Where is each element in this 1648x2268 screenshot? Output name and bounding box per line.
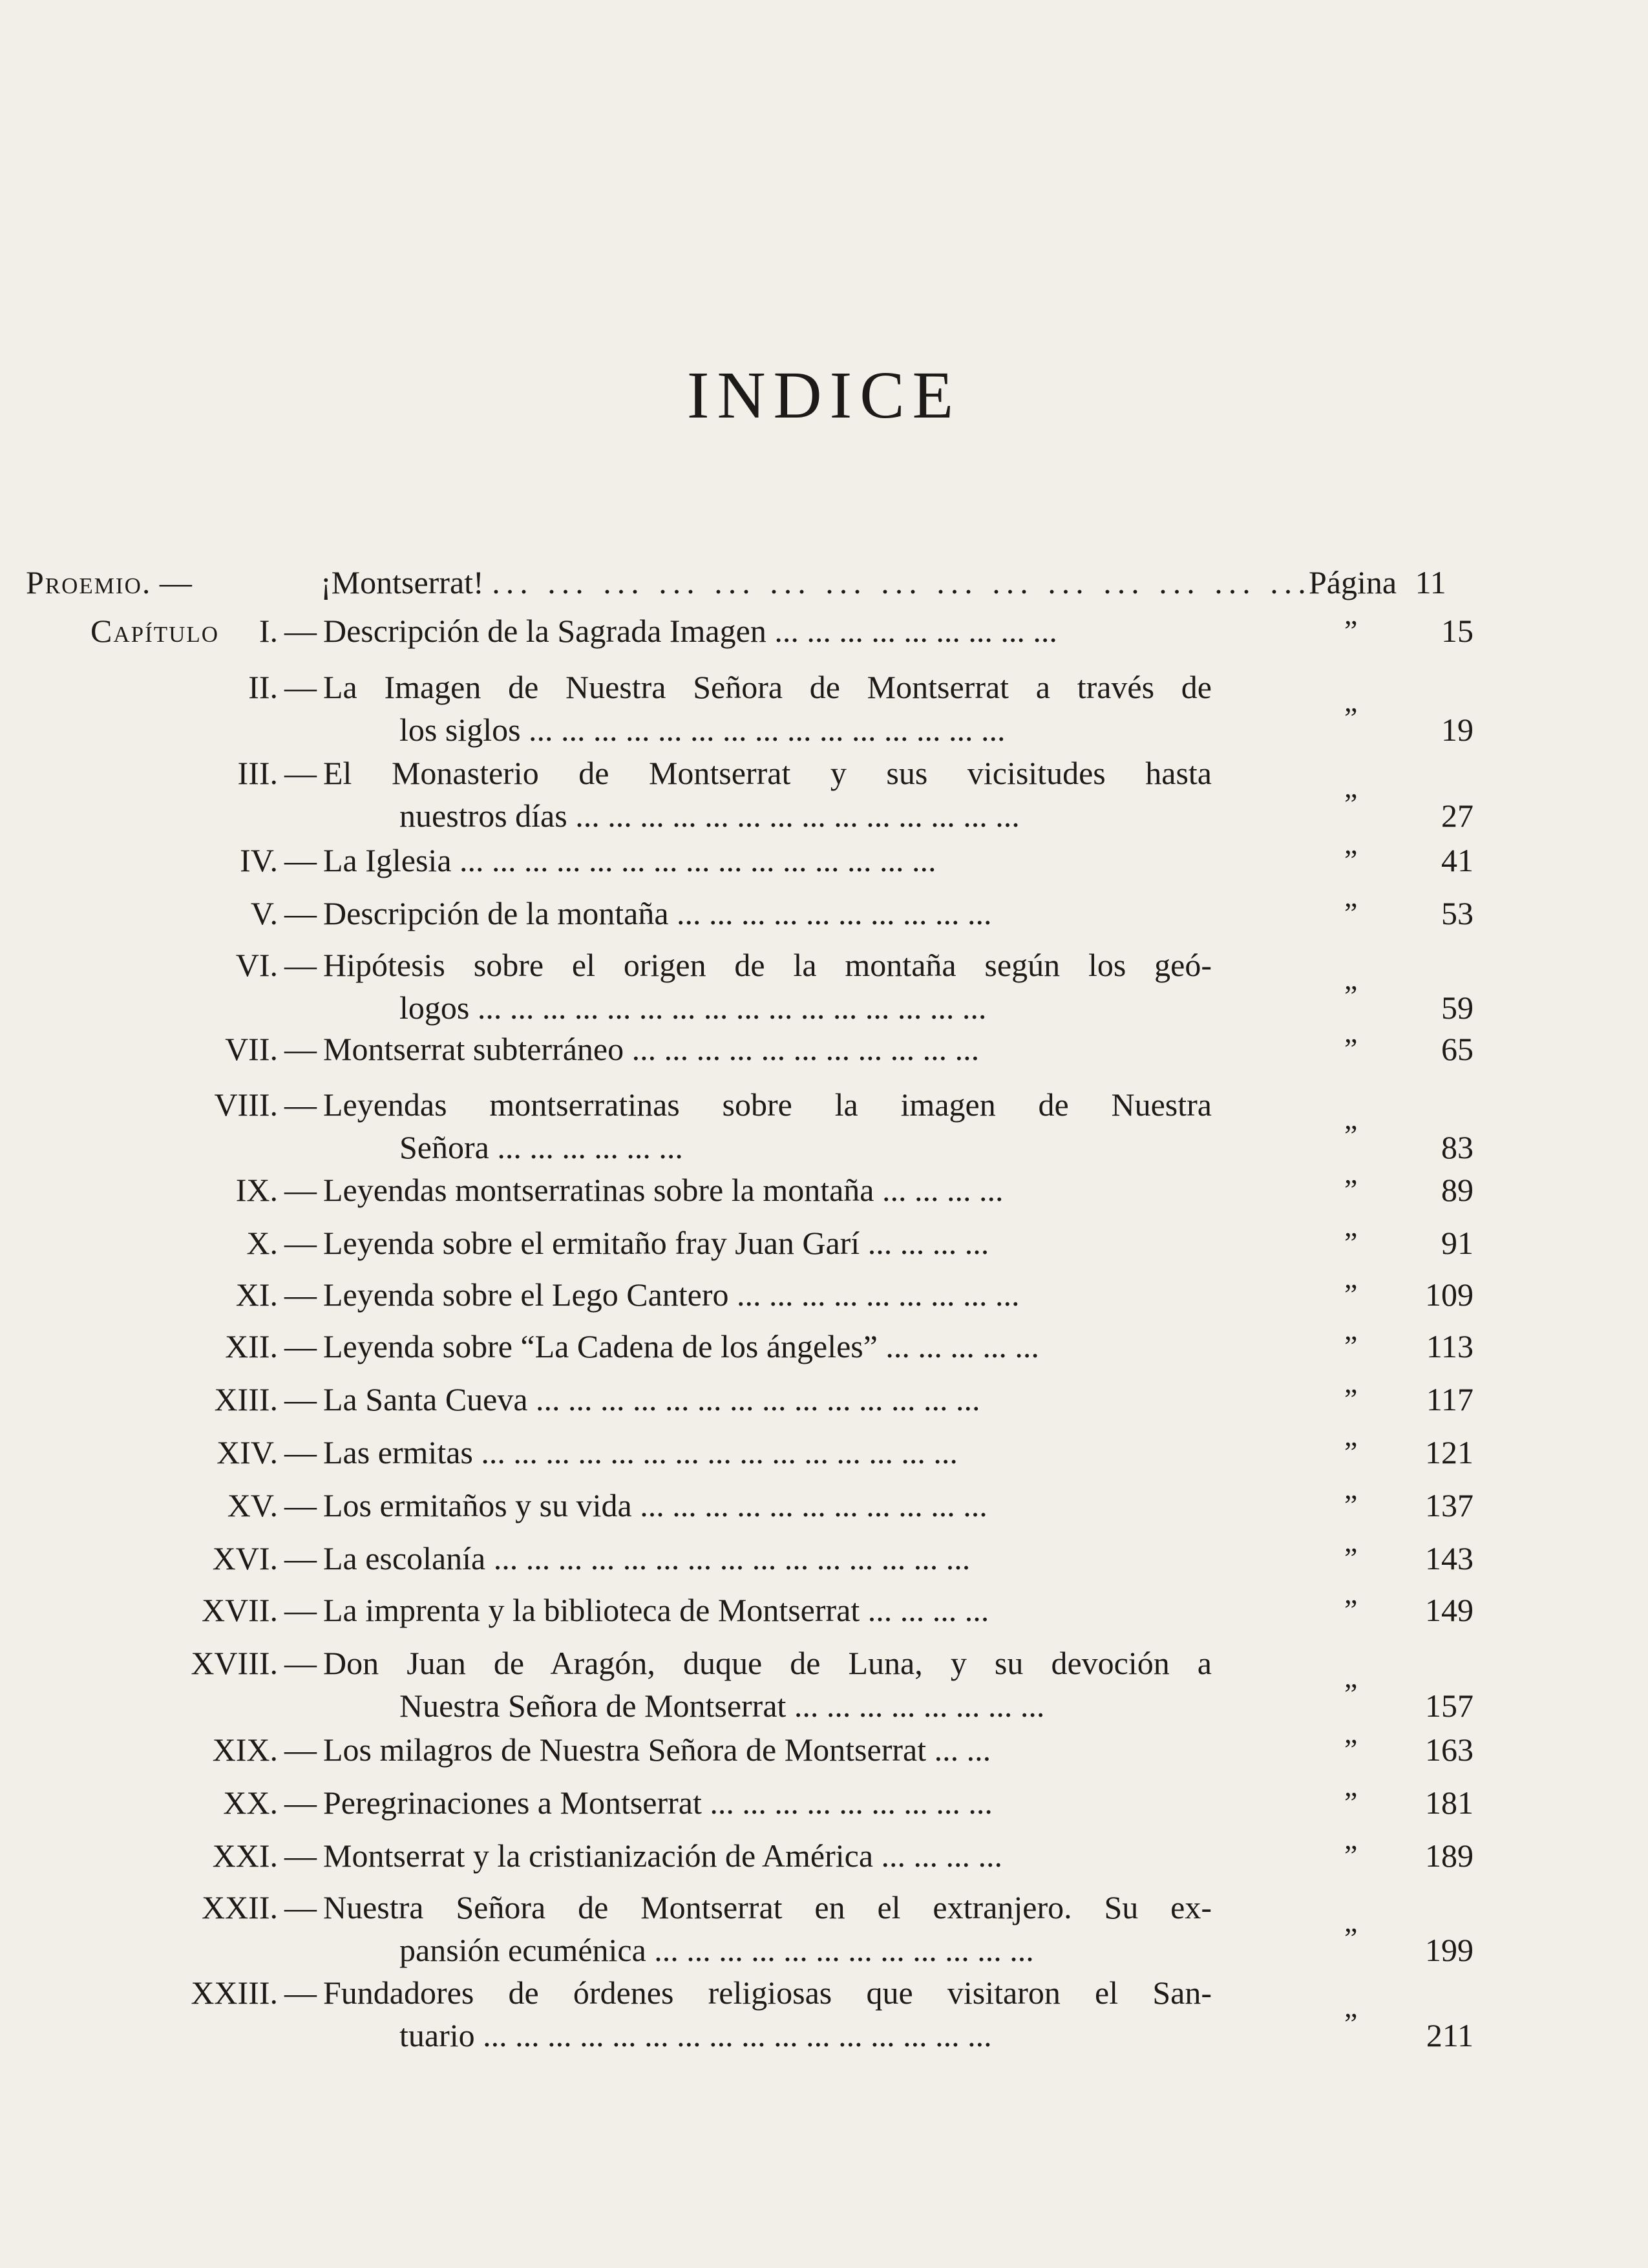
chapter-page-ref	[1331, 1642, 1474, 1727]
chapter-title-line: Los ermitaños y su vida ... ... ... ... ... ... ... ... ... ... ...	[323, 1487, 988, 1523]
chapter-number	[19, 1273, 317, 1316]
chapter-dash: —	[284, 1540, 317, 1576]
chapter-number	[19, 1378, 317, 1421]
chapter-title-line: La imprenta y la biblioteca de Montserrat ... ... ... ...	[323, 1592, 989, 1628]
chapter-number	[19, 1537, 317, 1580]
chapter-number	[19, 609, 317, 652]
chapter-numeral: XIV.	[217, 1434, 278, 1470]
chapter-dash: —	[284, 1487, 317, 1523]
chapter-title	[323, 1537, 1212, 1580]
chapter-entry	[0, 1273, 1648, 1316]
proemio-dash: —	[159, 564, 192, 600]
chapter-title	[323, 1431, 1212, 1474]
proemio-leader: ... ... ... ... ... ... ... ... ... ... ... ... ... ... ...	[492, 564, 1312, 600]
chapter-dash: —	[284, 1381, 317, 1417]
chapter-entry	[0, 752, 1648, 837]
page-title: INDICE	[686, 358, 962, 432]
chapter-title	[323, 752, 1212, 837]
chapter-dash: —	[284, 1328, 317, 1364]
chapter-dash: —	[284, 895, 317, 931]
chapter-dash: —	[284, 1031, 317, 1067]
proemio-prefix	[26, 561, 192, 604]
chapter-entry	[0, 1886, 1648, 1971]
chapter-entry	[0, 892, 1648, 935]
ditto-mark: ”	[1344, 1330, 1358, 1362]
ditto-mark: ”	[1344, 1922, 1358, 1955]
chapter-title-line: Nuestra Señora de Montserrat en el extranjero. Su ex-	[323, 1889, 1212, 1925]
chapter-numeral: XII.	[225, 1328, 278, 1364]
chapter-numeral: VII.	[225, 1031, 278, 1067]
chapter-title-line: Hipótesis sobre el origen de la montaña según los geó-	[323, 947, 1212, 983]
chapter-page-ref	[1331, 1273, 1474, 1316]
proemio-title: ¡Montserrat!	[321, 564, 484, 600]
chapter-title	[323, 1781, 1212, 1824]
chapter-number	[19, 1886, 317, 1929]
chapter-entry	[0, 1222, 1648, 1264]
chapter-page-ref	[1331, 1325, 1474, 1368]
proemio-text	[321, 561, 1312, 604]
chapter-numeral: XVIII.	[191, 1645, 278, 1681]
chapter-number	[19, 944, 317, 986]
chapter-number	[19, 1431, 317, 1474]
chapter-title-line: Leyendas montserratinas sobre la montaña ... ... ... ...	[323, 1172, 1004, 1208]
chapter-numeral: V.	[250, 895, 278, 931]
chapter-page-ref	[1331, 1083, 1474, 1169]
ditto-mark: ”	[1344, 1436, 1358, 1468]
chapter-dash: —	[284, 1086, 317, 1123]
chapter-number	[19, 752, 317, 794]
chapter-title-line: La escolanía ... ... ... ... ... ... ... ... ... ... ... ... ... ... ...	[323, 1540, 971, 1576]
ditto-mark: ”	[1344, 1677, 1358, 1710]
chapter-title-line: Descripción de la montaña ... ... ... ... ... ... ... ... ... ...	[323, 895, 992, 931]
chapter-numeral: VI.	[235, 947, 278, 983]
chapter-page-number: 65	[1441, 1031, 1474, 1067]
chapter-numeral: X.	[246, 1225, 278, 1261]
ditto-mark: ”	[1344, 1839, 1358, 1872]
chapter-page-number: 117	[1426, 1381, 1474, 1417]
ditto-mark: ”	[1344, 1733, 1358, 1766]
chapter-dash: —	[284, 1785, 317, 1821]
chapter-page-ref	[1331, 944, 1474, 1029]
chapter-number	[19, 1484, 317, 1527]
chapter-number	[19, 1834, 317, 1877]
chapter-page-ref	[1331, 1728, 1474, 1771]
ditto-mark: ”	[1344, 1278, 1358, 1311]
chapter-page-number: 189	[1425, 1838, 1474, 1874]
chapter-entry	[0, 1537, 1648, 1580]
chapter-page-number: 143	[1425, 1540, 1474, 1576]
ditto-mark: ”	[1344, 843, 1358, 876]
chapter-title	[323, 1378, 1212, 1421]
chapter-title	[323, 1028, 1212, 1070]
chapter-title	[323, 1484, 1212, 1527]
chapter-title-line: Descripción de la Sagrada Imagen ... ... ... ... ... ... ... ... ...	[323, 613, 1057, 649]
chapter-entry	[0, 1028, 1648, 1070]
chapter-page-number: 59	[1441, 990, 1474, 1026]
chapter-title	[323, 839, 1212, 882]
chapter-dash: —	[284, 1172, 317, 1208]
ditto-mark: ”	[1344, 1383, 1358, 1415]
ditto-mark: ”	[1344, 896, 1358, 929]
chapter-numeral: II.	[248, 669, 278, 705]
chapter-numeral: VIII.	[214, 1086, 278, 1123]
chapter-numeral: XVI.	[212, 1540, 278, 1576]
chapter-page-ref	[1331, 892, 1474, 935]
ditto-mark: ”	[1344, 701, 1358, 734]
chapter-title-line: Señora ... ... ... ... ... ...	[399, 1129, 683, 1165]
chapter-title	[323, 1834, 1212, 1877]
chapter-dash: —	[284, 1975, 317, 2011]
chapter-numeral: XXII.	[201, 1889, 278, 1925]
proemio-page-ref	[1309, 561, 1446, 604]
chapter-dash: —	[284, 1225, 317, 1261]
ditto-mark: ”	[1344, 787, 1358, 820]
chapter-page-number: 15	[1441, 613, 1474, 649]
chapter-dash: —	[284, 669, 317, 705]
chapter-page-number: 91	[1441, 1225, 1474, 1261]
chapter-title-line: Los milagros de Nuestra Señora de Montserrat ... ...	[323, 1732, 991, 1768]
ditto-mark: ”	[1344, 1489, 1358, 1521]
chapter-title-line: El Monasterio de Montserrat y sus vicisitudes hasta	[323, 755, 1212, 791]
chapter-entry	[0, 1325, 1648, 1368]
chapter-number	[19, 892, 317, 935]
chapter-entry	[0, 1971, 1648, 2057]
chapter-page-number: 137	[1425, 1487, 1474, 1523]
chapter-title-line: Leyenda sobre “La Cadena de los ángeles” ... ... ... ... ...	[323, 1328, 1039, 1364]
chapter-entry	[0, 1589, 1648, 1631]
chapter-page-ref	[1331, 666, 1474, 751]
chapter-title-line: La Imagen de Nuestra Señora de Montserrat a través de	[323, 669, 1212, 705]
chapter-page-ref	[1331, 1537, 1474, 1580]
chapter-dash: —	[284, 1592, 317, 1628]
chapter-page-number: 181	[1425, 1785, 1474, 1821]
chapter-title-line: logos ... ... ... ... ... ... ... ... ... ... ... ... ... ... ... ...	[399, 990, 987, 1026]
chapter-numeral: XI.	[235, 1277, 278, 1313]
chapter-numeral: XIX.	[212, 1732, 278, 1768]
ditto-mark: ”	[1344, 2007, 1358, 2040]
chapter-page-ref	[1331, 1971, 1474, 2057]
chapter-numeral: XVII.	[201, 1592, 278, 1628]
chapter-title-line: Fundadores de órdenes religiosas que visitaron el San-	[323, 1975, 1212, 2011]
chapter-dash: —	[284, 1889, 317, 1925]
chapter-page-number: 83	[1441, 1129, 1474, 1165]
chapter-numeral: XX.	[223, 1785, 278, 1821]
chapter-page-ref	[1331, 1484, 1474, 1527]
chapter-title	[323, 1886, 1212, 1971]
chapter-title	[323, 1642, 1212, 1727]
chapter-dash: —	[284, 947, 317, 983]
chapter-number	[19, 1083, 317, 1126]
chapter-page-number: 19	[1441, 712, 1474, 748]
chapter-number	[19, 1642, 317, 1684]
chapter-page-ref	[1331, 752, 1474, 837]
ditto-mark: ”	[1344, 1786, 1358, 1819]
chapter-title-line: Las ermitas ... ... ... ... ... ... ... ... ... ... ... ... ... ... ...	[323, 1434, 958, 1470]
chapter-title	[323, 1222, 1212, 1264]
chapter-entry	[0, 1781, 1648, 1824]
chapter-title-line: La Santa Cueva ... ... ... ... ... ... ... ... ... ... ... ... ... ...	[323, 1381, 980, 1417]
chapter-title-line: nuestros días ... ... ... ... ... ... ... ... ... ... ... ... ... ...	[399, 798, 1020, 834]
chapter-label: Capítulo	[90, 613, 220, 649]
chapter-page-ref	[1331, 1222, 1474, 1264]
chapter-number	[19, 1028, 317, 1070]
chapter-number	[19, 1971, 317, 2014]
chapter-page-ref	[1331, 1378, 1474, 1421]
chapter-page-ref	[1331, 1886, 1474, 1971]
chapter-dash: —	[284, 842, 317, 878]
chapter-entry	[0, 1728, 1648, 1771]
chapter-title-line: Leyenda sobre el Lego Cantero ... ... ... ... ... ... ... ... ...	[323, 1277, 1020, 1313]
chapter-title	[323, 944, 1212, 1029]
chapter-numeral: IV.	[240, 842, 278, 878]
chapter-title-line: Peregrinaciones a Montserrat ... ... ... ... ... ... ... ... ...	[323, 1785, 993, 1821]
chapter-page-ref	[1331, 1169, 1474, 1211]
chapter-numeral: III.	[237, 755, 278, 791]
chapter-title	[323, 1273, 1212, 1316]
chapter-title-line: Montserrat subterráneo ... ... ... ... ... ... ... ... ... ... ...	[323, 1031, 980, 1067]
chapter-entry	[0, 666, 1648, 751]
chapter-number	[19, 1325, 317, 1368]
chapter-page-ref	[1331, 1781, 1474, 1824]
chapter-page-number: 163	[1425, 1732, 1474, 1768]
chapter-page-ref	[1331, 839, 1474, 882]
chapter-entry	[0, 1642, 1648, 1727]
chapter-dash: —	[284, 613, 317, 649]
chapter-dash: —	[284, 1645, 317, 1681]
ditto-mark: ”	[1344, 1173, 1358, 1206]
chapter-title-line: Montserrat y la cristianización de América ... ... ... ...	[323, 1838, 1003, 1874]
chapter-dash: —	[284, 1434, 317, 1470]
chapter-entry	[0, 839, 1648, 882]
chapter-title-line: La Iglesia ... ... ... ... ... ... ... ... ... ... ... ... ... ... ...	[323, 842, 936, 878]
chapter-title	[323, 666, 1212, 751]
chapter-page-number: 41	[1441, 842, 1474, 878]
chapter-page-number: 27	[1441, 798, 1474, 834]
chapter-entry	[0, 1431, 1648, 1474]
chapter-page-number: 89	[1441, 1172, 1474, 1208]
ditto-mark: ”	[1344, 979, 1358, 1012]
proemio-page-number: 11	[1415, 564, 1446, 600]
chapter-title-line: pansión ecuménica ... ... ... ... ... ... ... ... ... ... ... ...	[399, 1932, 1034, 1968]
chapter-title-line: los siglos ... ... ... ... ... ... ... ... ... ... ... ... ... ... ...	[399, 712, 1006, 748]
chapter-title-line: Leyendas montserratinas sobre la imagen de Nuestra	[323, 1086, 1212, 1123]
chapter-title	[323, 1325, 1212, 1368]
chapter-title	[323, 1589, 1212, 1631]
chapter-page-number: 211	[1426, 2017, 1474, 2053]
chapter-dash: —	[284, 1732, 317, 1768]
chapter-number	[19, 1169, 317, 1211]
chapter-title	[323, 1728, 1212, 1771]
chapter-title	[323, 1169, 1212, 1211]
chapter-page-number: 121	[1425, 1434, 1474, 1470]
chapter-page-ref	[1331, 1028, 1474, 1070]
chapter-title-line: Don Juan de Aragón, duque de Luna, y su devoción a	[323, 1645, 1212, 1681]
ditto-mark: ”	[1344, 1032, 1358, 1065]
page-label: Página	[1309, 564, 1397, 600]
proemio-label: Proemio.	[26, 564, 152, 600]
chapter-page-number: 199	[1425, 1932, 1474, 1968]
chapter-title-line: Nuestra Señora de Montserrat ... ... ... ... ... ... ... ...	[399, 1688, 1045, 1724]
chapter-page-number: 109	[1425, 1277, 1474, 1313]
chapter-title	[323, 609, 1212, 652]
chapter-page-ref	[1331, 1834, 1474, 1877]
chapter-numeral: XV.	[227, 1487, 278, 1523]
chapter-entry	[0, 1484, 1648, 1527]
chapter-numeral: I.	[259, 613, 278, 649]
chapter-title	[323, 1971, 1212, 2057]
chapter-numeral: XXI.	[212, 1838, 278, 1874]
chapter-page-ref	[1331, 1431, 1474, 1474]
chapter-dash: —	[284, 1838, 317, 1874]
chapter-page-ref	[1331, 609, 1474, 652]
ditto-mark: ”	[1344, 1226, 1358, 1259]
chapter-number	[19, 1781, 317, 1824]
chapter-page-number: 113	[1426, 1328, 1474, 1364]
chapter-entry	[0, 1169, 1648, 1211]
chapter-number	[19, 1728, 317, 1771]
chapter-page-ref	[1331, 1589, 1474, 1631]
chapter-dash: —	[284, 755, 317, 791]
chapter-entry	[0, 609, 1648, 652]
chapter-title-line: Leyenda sobre el ermitaño fray Juan Garí ... ... ... ...	[323, 1225, 989, 1261]
chapter-page-number: 53	[1441, 895, 1474, 931]
chapter-number	[19, 666, 317, 708]
chapter-page-number: 157	[1425, 1688, 1474, 1724]
chapter-entry	[0, 1083, 1648, 1169]
ditto-mark: ”	[1344, 614, 1358, 647]
ditto-mark: ”	[1344, 1593, 1358, 1626]
chapter-title-line: tuario ... ... ... ... ... ... ... ... ... ... ... ... ... ... ... ...	[399, 2017, 992, 2053]
chapter-entry	[0, 1378, 1648, 1421]
chapter-entry	[0, 1834, 1648, 1877]
chapter-numeral: XXIII.	[191, 1975, 278, 2011]
chapter-page-number: 149	[1425, 1592, 1474, 1628]
chapter-number	[19, 1222, 317, 1264]
chapter-number	[19, 839, 317, 882]
ditto-mark: ”	[1344, 1542, 1358, 1574]
chapter-entry	[0, 944, 1648, 1029]
chapter-number	[19, 1589, 317, 1631]
chapter-title	[323, 892, 1212, 935]
chapter-dash: —	[284, 1277, 317, 1313]
chapter-numeral: IX.	[235, 1172, 278, 1208]
ditto-mark: ”	[1344, 1119, 1358, 1152]
chapter-title	[323, 1083, 1212, 1169]
chapter-numeral: XIII.	[214, 1381, 278, 1417]
